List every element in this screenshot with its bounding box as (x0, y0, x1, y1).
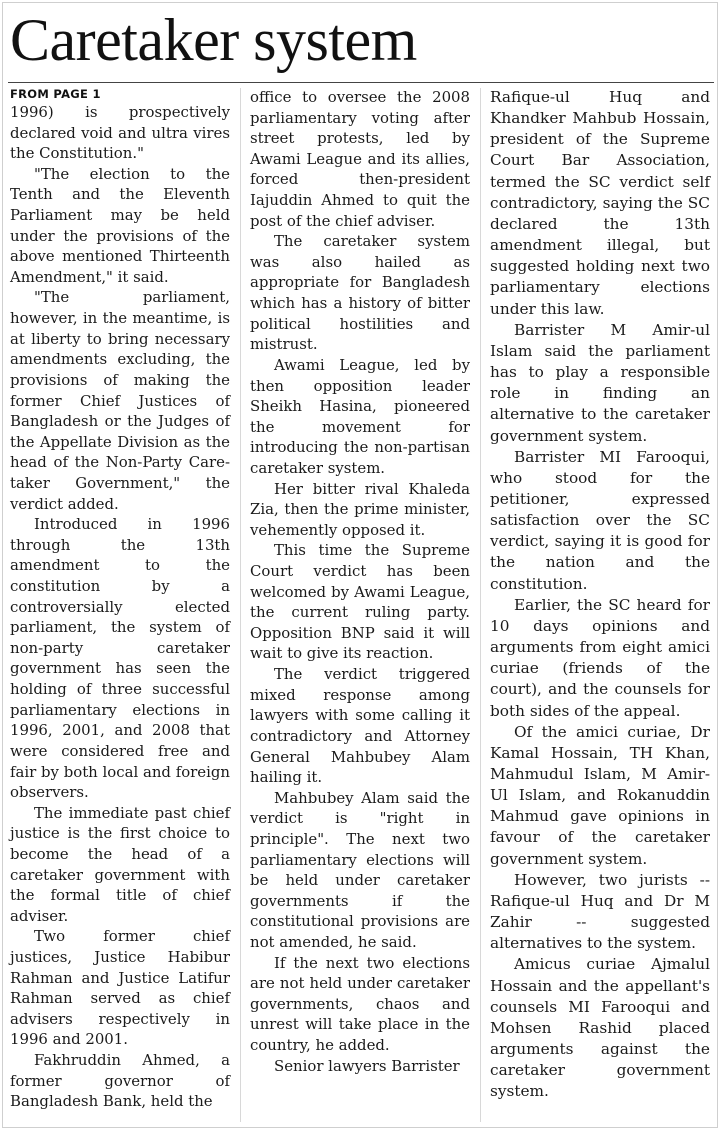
paragraph: The verdict triggered mixed response among lawyers with some calling it contradictory and Attorney General Mahbubey Alam hailing it. (250, 665, 470, 787)
column-divider (240, 88, 241, 1122)
paragraph: Fakhruddin Ahmed, a former governor of Bangladesh Bank, held the (10, 1051, 230, 1111)
paragraph: Barrister MI Farooqui, who stood for the petitioner, expressed satisfaction over the SC verdict, saying it is good for the nation and the constitution. (490, 447, 710, 593)
paragraph: Earlier, the SC heard for 10 days opinions and arguments from eight amici curiae (friends of the court), and the counsels for both sides of the appeal. (490, 595, 710, 720)
paragraph: Awami League, led by then opposition leader Sheikh Hasina, pioneered the movement for introducing the non-partisan caretaker system. (250, 355, 470, 477)
column-3 (490, 87, 710, 1103)
paragraph: "The election to the Tenth and the Eleventh Parliament may be held under the provisions of the above mentioned Thirteenth Amendment," it said. (10, 164, 230, 286)
paragraph: Mahbubey Alam said the verdict is "right in principle". The next two parliamentary elections will be held under caretaker governments if the constitutional provisions are not amended, he said. (250, 788, 470, 951)
paragraph: However, two jurists -- Rafique-ul Huq and Dr M Zahir -- suggested alternatives to the system. (490, 870, 710, 953)
paragraph: Of the amici curiae, Dr Kamal Hossain, TH Khan, Mahmudul Islam, M Amir-Ul Islam, and Rokanuddin Mahmud gave opinions in favour of the caretaker government system. (490, 722, 710, 868)
paragraph: 1996) is prospectively declared void and ultra vires the Constitution." (10, 103, 230, 163)
paragraph: "The parliament, however, in the meantime, is at liberty to bring necessary amendments excluding, the provisions of making the former Chief Justices of Bangladesh or the Judges of the Appellate Division as the head of the Non-Party Care-taker Government," the verdict added. (10, 288, 230, 513)
paragraph: The caretaker system was also hailed as appropriate for Bangladesh which has a history of bitter political hostilities and mistrust. (250, 232, 470, 354)
paragraph: If the next two elections are not held under caretaker governments, chaos and unrest will take place in the country, he added. (250, 953, 470, 1055)
paragraph: Senior lawyers Barrister (274, 1056, 460, 1075)
paragraph: This time the Supreme Court verdict has been welcomed by Awami League, the current ruling party. Opposition BNP said it will wait to give its reaction. (250, 541, 470, 663)
paragraph: The immediate past chief justice is the first choice to become the head of a caretaker government with the formal title of chief adviser. (10, 803, 230, 925)
paragraph: Amicus curiae Ajmalul Hossain and the appellant's counsels MI Farooqui and Mohsen Rashid placed arguments against the caretaker government system. (490, 955, 710, 1101)
paragraph: Rafique-ul Huq and Khandker Mahbub Hossain, president of the Supreme Court Bar Association, termed the SC verdict self contradictory, saying the SC declared the 13th amendment illegal, but suggested holding next two parliamentary elections under this law. (490, 88, 710, 318)
column-1 (10, 87, 230, 1112)
column-2 (250, 87, 470, 1076)
headline: Caretaker system (10, 7, 417, 73)
paragraph: Introduced in 1996 through the 13th amendment to the constitution by a controversially elected parliament, the system of non-party caretaker government has seen the holding of three successful parliamentary elections in 1996, 2001, and 2008 that were considered free and fair by both local and foreign observers. (10, 515, 230, 802)
column-divider (480, 88, 481, 1122)
continuation-kicker: FROM PAGE 1 (10, 87, 101, 101)
paragraph: office to oversee the 2008 parliamentary voting after street protests, led by Awami League and its allies, forced then-president Iajuddin Ahmed to quit the post of the chief adviser. (250, 88, 470, 230)
paragraph: Her bitter rival Khaleda Zia, then the prime minister, vehemently opposed it. (250, 479, 470, 539)
headline-rule (8, 82, 714, 83)
paragraph: Two former chief justices, Justice Habibur Rahman and Justice Latifur Rahman served as chief advisers respectively in 1996 and 2001. (10, 927, 230, 1049)
paragraph: Barrister M Amir-ul Islam said the parliament has to play a responsible role in finding an alternative to the caretaker government system. (490, 320, 710, 445)
